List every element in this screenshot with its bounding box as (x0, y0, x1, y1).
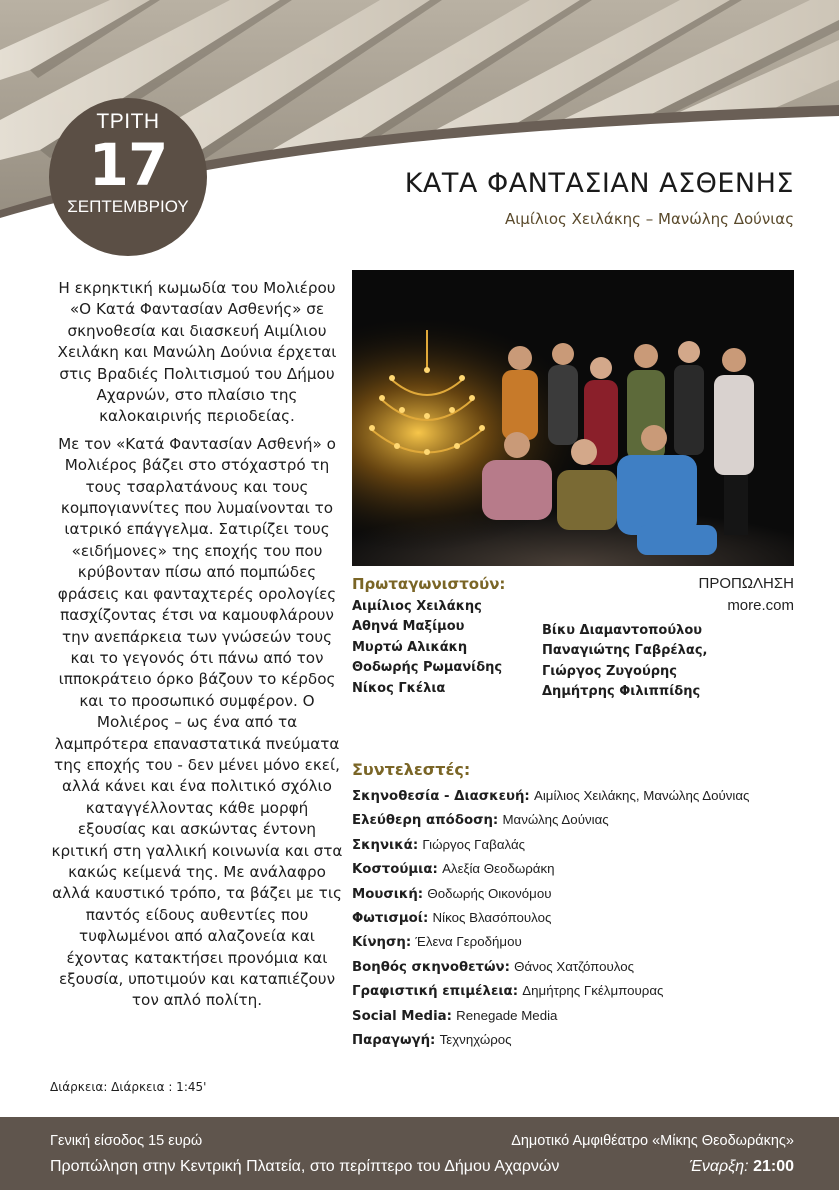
footer-bar (0, 1117, 839, 1190)
cast-member: Μυρτώ Αλικάκη (352, 639, 468, 655)
start-time-value: 21:00 (753, 1158, 794, 1175)
crew-role: Γραφιστική επιμέλεια: (352, 984, 519, 1000)
crew-item (352, 955, 749, 979)
performers-photo (352, 270, 794, 566)
crew-heading: Συντελεστές: (352, 760, 471, 779)
crew-role: Κοστούμια: (352, 862, 438, 878)
crew-role: Κίνηση: (352, 935, 412, 951)
crew-role: Βοηθός σκηνοθετών: (352, 959, 510, 975)
cast-member: Βίκυ Διαμαντοπούλου (542, 623, 703, 638)
date-badge (49, 98, 207, 256)
presale-website[interactable]: more.com (727, 597, 794, 614)
cast-member: Γιώργος Ζυγούρης (542, 663, 678, 679)
presale-location: Προπώληση στην Κεντρική Πλατεία, στο περίπτερο του Δήμου Αχαρνών (50, 1158, 560, 1175)
crew-name: Γιώργος Γαβαλάς (422, 836, 526, 852)
crew-name: Renegade Media (456, 1007, 558, 1023)
crew-item (352, 1028, 749, 1052)
crew-item (352, 979, 749, 1003)
venue: Δημοτικό Αμφιθέατρο «Μίκης Θεοδωράκης» (511, 1133, 794, 1149)
cast-member: Αιμίλιος Χειλάκης (352, 599, 482, 614)
crew-name: Δημήτρης Γκέλμπουρας (522, 983, 664, 999)
crew-name: Έλενα Γεροδήμου (415, 934, 522, 950)
cast-member: Αθηνά Μαξίμου (352, 619, 465, 635)
crew-role: Σκηνικά: (352, 837, 419, 853)
crew-role: Ελεύθερη απόδοση: (352, 813, 499, 829)
crew-role: Social Media: (352, 1008, 452, 1024)
crew-item (352, 857, 749, 881)
date-month: ΣΕΠΤΕΜΒΡΙΟΥ (67, 197, 189, 216)
cast-member: Θοδωρής Ρωμανίδης (352, 660, 503, 676)
crew-role: Μουσική: (352, 886, 424, 902)
ticket-price: Γενική είσοδος 15 ευρώ (50, 1133, 203, 1149)
crew-name: Θοδωρής Οικονόμου (427, 885, 552, 901)
presale-label: ΠΡΟΠΩΛΗΣΗ (698, 575, 794, 592)
crew-item (352, 906, 749, 930)
crew-role: Σκηνοθεσία - Διασκευή: (352, 789, 530, 804)
cast-member: Δημήτρης Φιλιππίδης (542, 684, 701, 700)
crew-name: Μανώλης Δούνιας (502, 812, 609, 828)
description-paragraph-2: Με τον «Κατά Φαντασίαν Ασθενή» ο Μολιέρος βάζει στο στόχαστρό τη τους τσαρλατάνους και τους κομπογιαννίτες που λυμαίνονται το ιατρικό επάγγελμα. Σατιρίζει τους «ειδήμονες» της εποχής του που κρύβονταν πίσω από πομπώδες φράσεις και φανταχτερές ορολογίες πασχίζοντας έτσι να καμουφλάρουν την ανεπάρκεια των γνώσεών τους και το γεγονός ότι πάνω από τον ιπποκράτειο όρκο βάζουν το κέρδος και το προσωπικό συμφέρον. Ο Μολιέρος – ως ένα από τα λαμπρότερα επαναστατικά πνεύματα της εποχής του - δεν μένει μόνο εκεί, αλλά κάνει και ένα πολιτικό σχόλιο καταγγέλλοντας κάθε μορφή εξουσίας και ασκώντας έντονη κριτική στη γαλλική κοινωνία και στα κακώς κείμενά της. Με ανάλαφρο αλλά καυστικό τρόπο, τα βάζει με τις παντός είδους αυθεντίες που τυφλωμένοι από αλαζονεία και έχοντας κατακτήσει προνόμια και εξουσία, υποτιμούν και καταπιέζουν τον απλό πολίτη. (51, 434, 343, 1010)
cast-member: Παναγιώτης Γαβρέλας, (542, 643, 708, 659)
duration: Διάρκεια: Διάρκεια : 1:45' (50, 1080, 207, 1094)
cast-list-right (542, 621, 707, 703)
crew-role: Παραγωγή: (352, 1033, 436, 1049)
event-subtitle: Αιμίλιος Χειλάκης – Μανώλης Δούνιας (504, 210, 794, 228)
crew-name: Αιμίλιος Χειλάκης, Μανώλης Δούνιας (533, 788, 750, 803)
crew-item (352, 930, 749, 954)
description (50, 278, 344, 1018)
cast-member: Νίκος Γκέλια (352, 680, 446, 696)
crew-list (352, 784, 749, 1052)
crew-item (352, 882, 749, 906)
cast-list-left (352, 597, 502, 699)
start-time (689, 1158, 794, 1176)
date-day: 17 (88, 131, 168, 199)
date-weekday: ΤΡΙΤΗ (96, 110, 160, 133)
crew-name: Αλεξία Θεοδωράκη (442, 861, 555, 877)
crew-item (352, 808, 749, 832)
event-title: ΚΑΤΑ ΦΑΝΤΑΣΙΑΝ ΑΣΘΕΝΗΣ (404, 168, 794, 199)
crew-item (352, 1004, 749, 1028)
crew-name: Θάνος Χατζόπουλος (514, 958, 635, 974)
crew-role: Φωτισμοί: (352, 911, 429, 927)
crew-name: Τεχνηχώρος (439, 1032, 512, 1048)
crew-item (352, 784, 749, 808)
cast-heading: Πρωταγωνιστούν: (352, 575, 506, 593)
description-paragraph-1: Η εκρηκτική κωμωδία του Μολιέρου «Ο Κατά Φαντασίαν Ασθενής» σε σκηνοθεσία και διασκευή Αιμίλιου Χειλάκη και Μανώλη Δούνια έρχεται στις Βραδιές Πολιτισμού του Δήμου Αχαρνών, στο πλαίσιο της καλοκαιρινής περιοδείας. (57, 279, 337, 426)
crew-name: Νίκος Βλασόπουλος (432, 910, 552, 926)
start-label: Έναρξη: (689, 1158, 749, 1175)
crew-item (352, 833, 749, 857)
